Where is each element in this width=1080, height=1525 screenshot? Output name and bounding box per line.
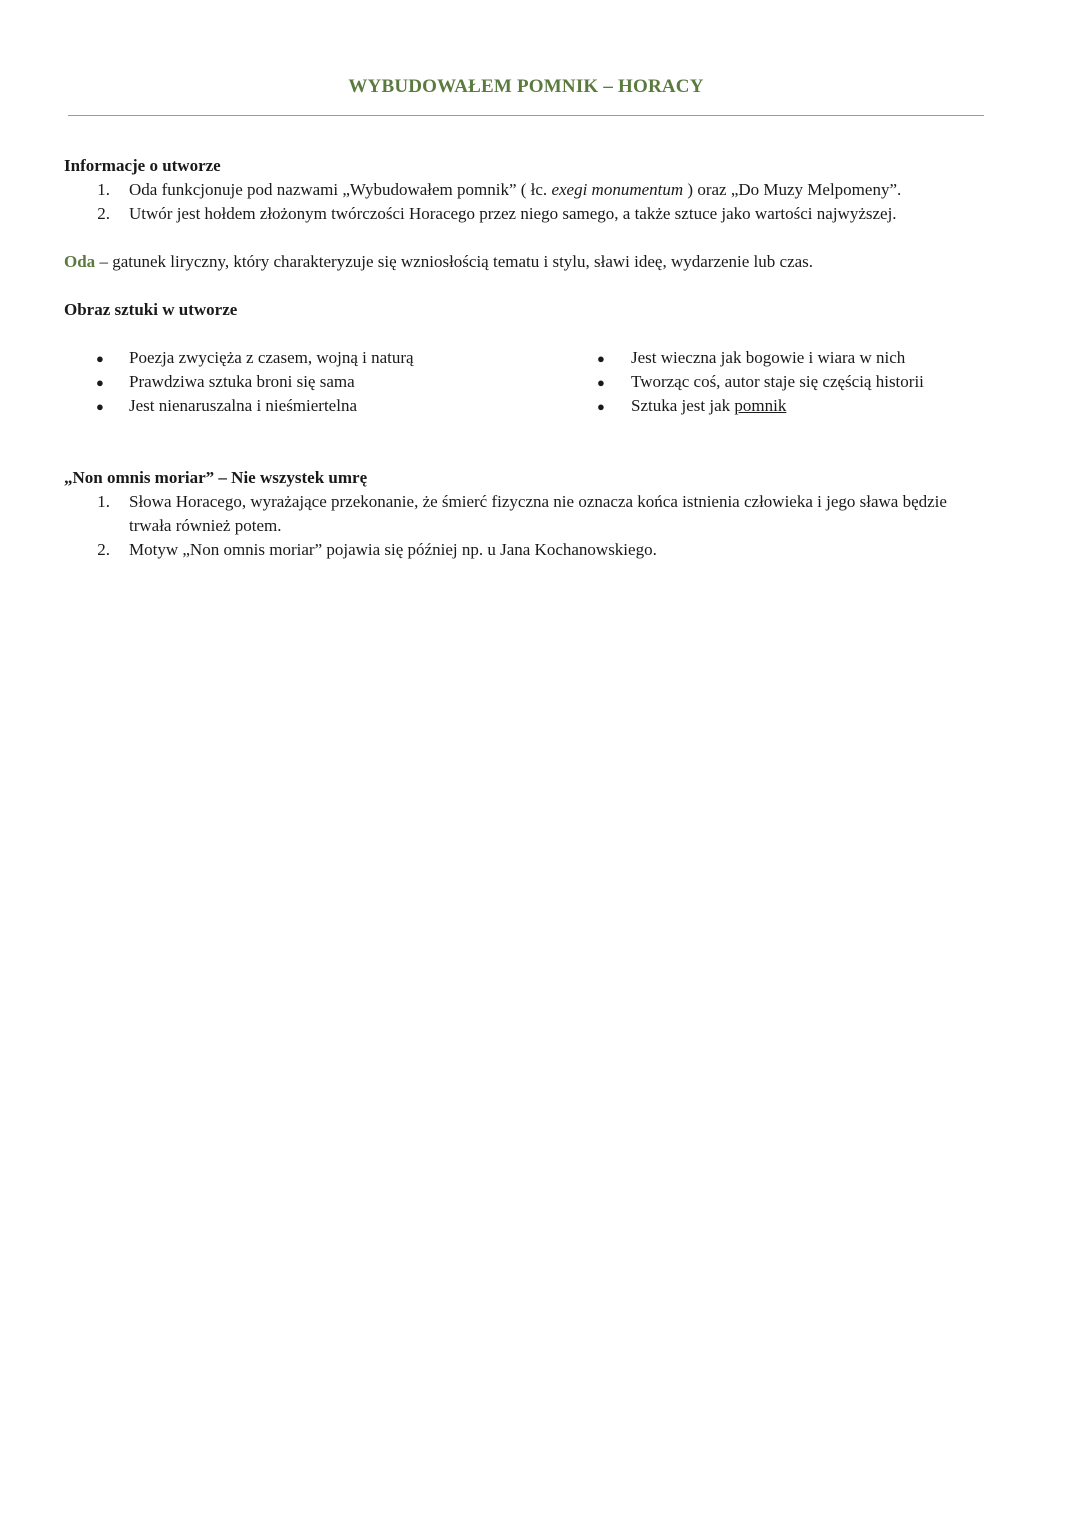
bullet-item: Prawdziwa sztuka broni się sama	[129, 372, 355, 391]
bullet-icon: ●	[597, 399, 605, 414]
bullet-item: Jest nienaruszalna i nieśmiertelna	[129, 396, 357, 415]
list-item-text: ) oraz „Do Muzy Melpomeny”.	[687, 180, 902, 199]
list-item-info-1	[129, 180, 901, 200]
bullet-icon: ●	[96, 399, 104, 414]
bullet-item: Poezja zwycięża z czasem, wojną i naturą	[129, 348, 414, 367]
list-item-non-omnis-1: Słowa Horacego, wyrażające przekonanie, że śmierć fizyczna nie oznacza końca istnienia człowieka i jego sława będzie	[129, 492, 947, 511]
oda-term: Oda	[64, 252, 96, 271]
list-number: 1.	[97, 492, 110, 511]
list-item-text: Oda funkcjonuje pod nazwami „Wybudowałem pomnik” ( łc.	[129, 180, 548, 199]
section-heading-non-omnis: „Non omnis moriar” – Nie wszystek umrę	[64, 468, 368, 487]
pomnik-link[interactable]: pomnik	[734, 396, 787, 415]
bullet-icon: ●	[597, 375, 605, 390]
list-number: 2.	[97, 540, 110, 559]
bullet-item: Tworząc coś, autor staje się częścią historii	[631, 372, 924, 391]
section-heading-info: Informacje o utworze	[64, 156, 221, 175]
latin-phrase: exegi monumentum	[551, 180, 684, 199]
oda-definition	[64, 252, 813, 272]
page-title: WYBUDOWAŁEM POMNIK – HORACY	[348, 76, 704, 97]
list-item-non-omnis-1-cont: trwała również potem.	[129, 516, 282, 535]
bullet-icon: ●	[96, 351, 104, 366]
list-item-info-2: Utwór jest hołdem złożonym twórczości Horacego przez niego samego, a także sztuce jako wartości najwyższej.	[129, 204, 897, 223]
oda-definition-text: – gatunek liryczny, który charakteryzuje się wzniosłością tematu i stylu, sławi ideę, wydarzenie lub czas.	[99, 252, 814, 271]
bullet-item	[631, 396, 786, 416]
bullet-item: Jest wieczna jak bogowie i wiara w nich	[631, 348, 906, 367]
bullet-icon: ●	[96, 375, 104, 390]
section-heading-obraz: Obraz sztuki w utworze	[64, 300, 238, 319]
list-item-non-omnis-2: Motyw „Non omnis moriar” pojawia się później np. u Jana Kochanowskiego.	[129, 540, 657, 559]
bullet-item-text: Sztuka jest jak	[631, 396, 731, 415]
bullet-icon: ●	[597, 351, 605, 366]
list-number: 2.	[97, 204, 110, 223]
list-number: 1.	[97, 180, 110, 199]
title-divider	[68, 115, 984, 116]
